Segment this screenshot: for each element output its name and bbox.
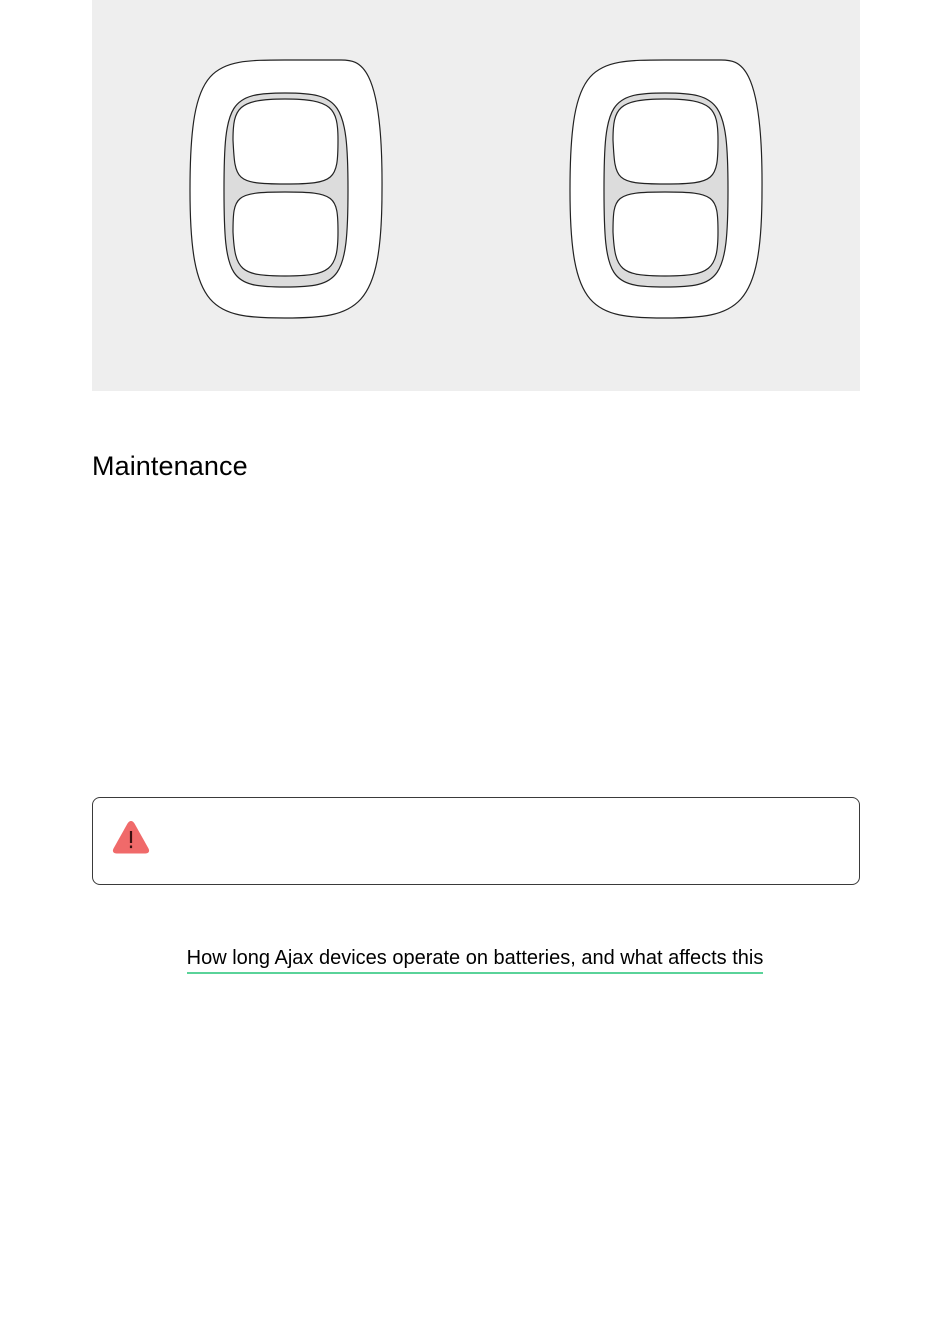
- warning-triangle-icon: [111, 819, 151, 855]
- device-illustration: [92, 0, 860, 391]
- battery-life-article-link[interactable]: How long Ajax devices operate on batteries, and what affects this: [187, 944, 764, 974]
- section-title: Maintenance: [92, 451, 248, 481]
- warning-callout: [92, 797, 860, 885]
- link-container: [0, 944, 950, 974]
- double-button-device-right: [570, 60, 762, 318]
- double-button-device-left: [190, 60, 382, 318]
